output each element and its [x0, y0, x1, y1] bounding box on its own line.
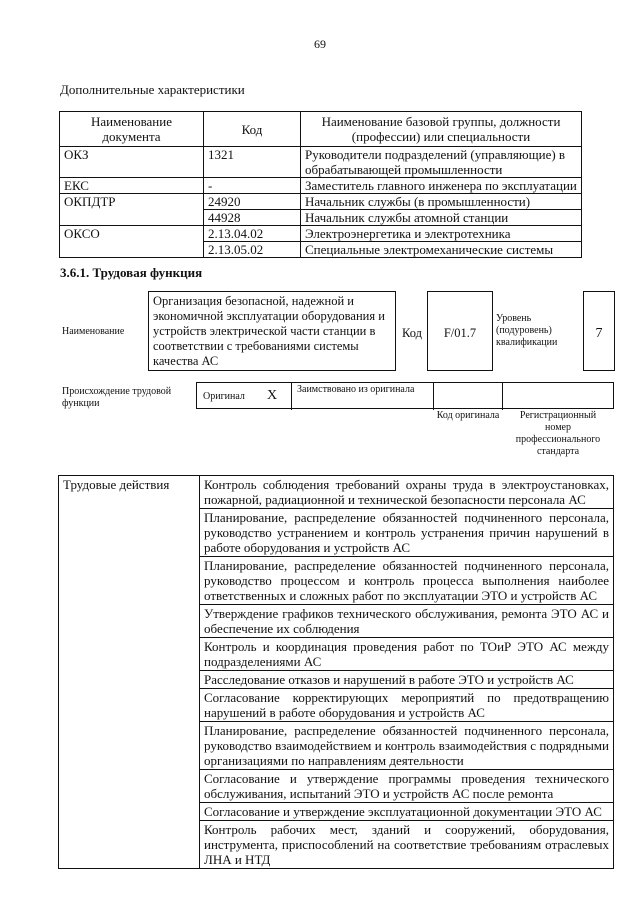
labor-action: Согласование корректирующих мероприятий по предотвращению нарушений в работе оборудования и устройств АС — [200, 689, 614, 722]
cell-name: Начальник службы атомной станции — [301, 210, 582, 226]
function-code-box — [427, 291, 493, 371]
labor-action: Утверждение графиков технического обслуживания, ремонта ЭТО АС и обеспечение их соблюдения — [200, 605, 614, 638]
header-name: Наименование базовой группы, должности (профессии) или специальности — [301, 112, 582, 147]
cell-doc: ОКПДТР — [60, 194, 204, 226]
header-code: Код — [204, 112, 301, 147]
table-header-row — [60, 112, 582, 147]
cell-doc: ОКЗ — [60, 147, 204, 178]
origin-divider — [502, 383, 503, 410]
reg-number-caption: Регистрационный номер профессионального стандарта — [515, 410, 601, 457]
labor-action: Планирование, распределение обязанностей подчиненного персонала, руководство взаимодействием и контроль взаимодействия с подрядными организациями по направлениям деятельности — [200, 722, 614, 770]
function-title: 3.6.1. Трудовая функция — [60, 265, 203, 280]
labor-action: Расследование отказов и нарушений в работе ЭТО и устройств АС — [200, 671, 614, 689]
level-label: Уровень (подуровень) квалификации — [496, 313, 558, 348]
cell-code: 2.13.04.02 — [204, 226, 301, 242]
origin-row — [196, 382, 614, 409]
cell-name: Руководители подразделений (управляющие) в обрабатывающей промышленности — [301, 147, 582, 178]
page-number: 69 — [314, 37, 326, 51]
origin-divider — [433, 383, 434, 410]
characteristics-table — [59, 111, 582, 258]
cell-code: 24920 — [204, 194, 301, 210]
cell-name: Начальник службы (в промышленности) — [301, 194, 582, 210]
header-doc: Наименование документа — [60, 112, 204, 147]
origin-divider — [291, 383, 292, 410]
level-value: 7 — [595, 326, 603, 341]
labor-action: Контроль рабочих мест, зданий и сооружений, оборудования, инструмента, приспособлений на соответствие требованиям отраслевых ЛНА и НТД — [200, 821, 614, 869]
function-name-value: Организация безопасной, надежной и экономичной эксплуатации оборудования и устройств электрической части станции в соответствии с требованиями системы качества АС — [153, 294, 385, 368]
labor-action: Планирование, распределение обязанностей подчиненного персонала, руководство процессом и контроль процесса выполнения наиболее ответственных и сложных работ по эксплуатации ЭТО и устройств АС — [200, 557, 614, 605]
function-name-box — [148, 291, 396, 371]
cell-code: 1321 — [204, 147, 301, 178]
table-row — [60, 194, 582, 210]
labor-action: Согласование и утверждение программы проведения технического обслуживания, испытаний ЭТО и устройств АС после ремонта — [200, 770, 614, 803]
labor-actions-label: Трудовые действия — [59, 476, 200, 869]
table-row — [59, 476, 614, 509]
name-label: Наименование — [62, 326, 125, 337]
original-mark: X — [267, 388, 278, 403]
cell-name: Заместитель главного инженера по эксплуатации — [301, 178, 582, 194]
code-label: Код — [402, 326, 422, 340]
cell-code: - — [204, 178, 301, 194]
labor-actions-table — [58, 475, 614, 869]
origin-code-caption: Код оригинала — [436, 410, 500, 421]
labor-action: Планирование, распределение обязанностей подчиненного персонала, руководство устранением и контроль устранения причин нарушений в работе оборудования и устройств АС — [200, 509, 614, 557]
cell-code: 44928 — [204, 210, 301, 226]
level-box — [583, 291, 615, 371]
cell-doc: ЕКС — [60, 178, 204, 194]
cell-doc: ОКСО — [60, 226, 204, 258]
table-row — [60, 226, 582, 242]
cell-name: Специальные электромеханические системы — [301, 242, 582, 258]
labor-action: Контроль соблюдения требований охраны труда в электроустановках, пожарной, радиационной и технической безопасности персонала АС — [200, 476, 614, 509]
original-label: Оригинал — [203, 391, 245, 402]
labor-action: Согласование и утверждение эксплуатационной документации ЭТО АС — [200, 803, 614, 821]
borrowed-label: Заимствовано из оригинала — [297, 384, 415, 395]
table-row — [60, 147, 582, 178]
cell-code: 2.13.05.02 — [204, 242, 301, 258]
section-heading: Дополнительные характеристики — [60, 82, 245, 97]
labor-action: Контроль и координация проведения работ по ТОиР ЭТО АС между подразделениями АС — [200, 638, 614, 671]
cell-name: Электроэнергетика и электротехника — [301, 226, 582, 242]
origin-label: Происхождение трудовой функции — [62, 386, 172, 409]
function-code-value: F/01.7 — [443, 326, 477, 340]
table-row — [60, 178, 582, 194]
